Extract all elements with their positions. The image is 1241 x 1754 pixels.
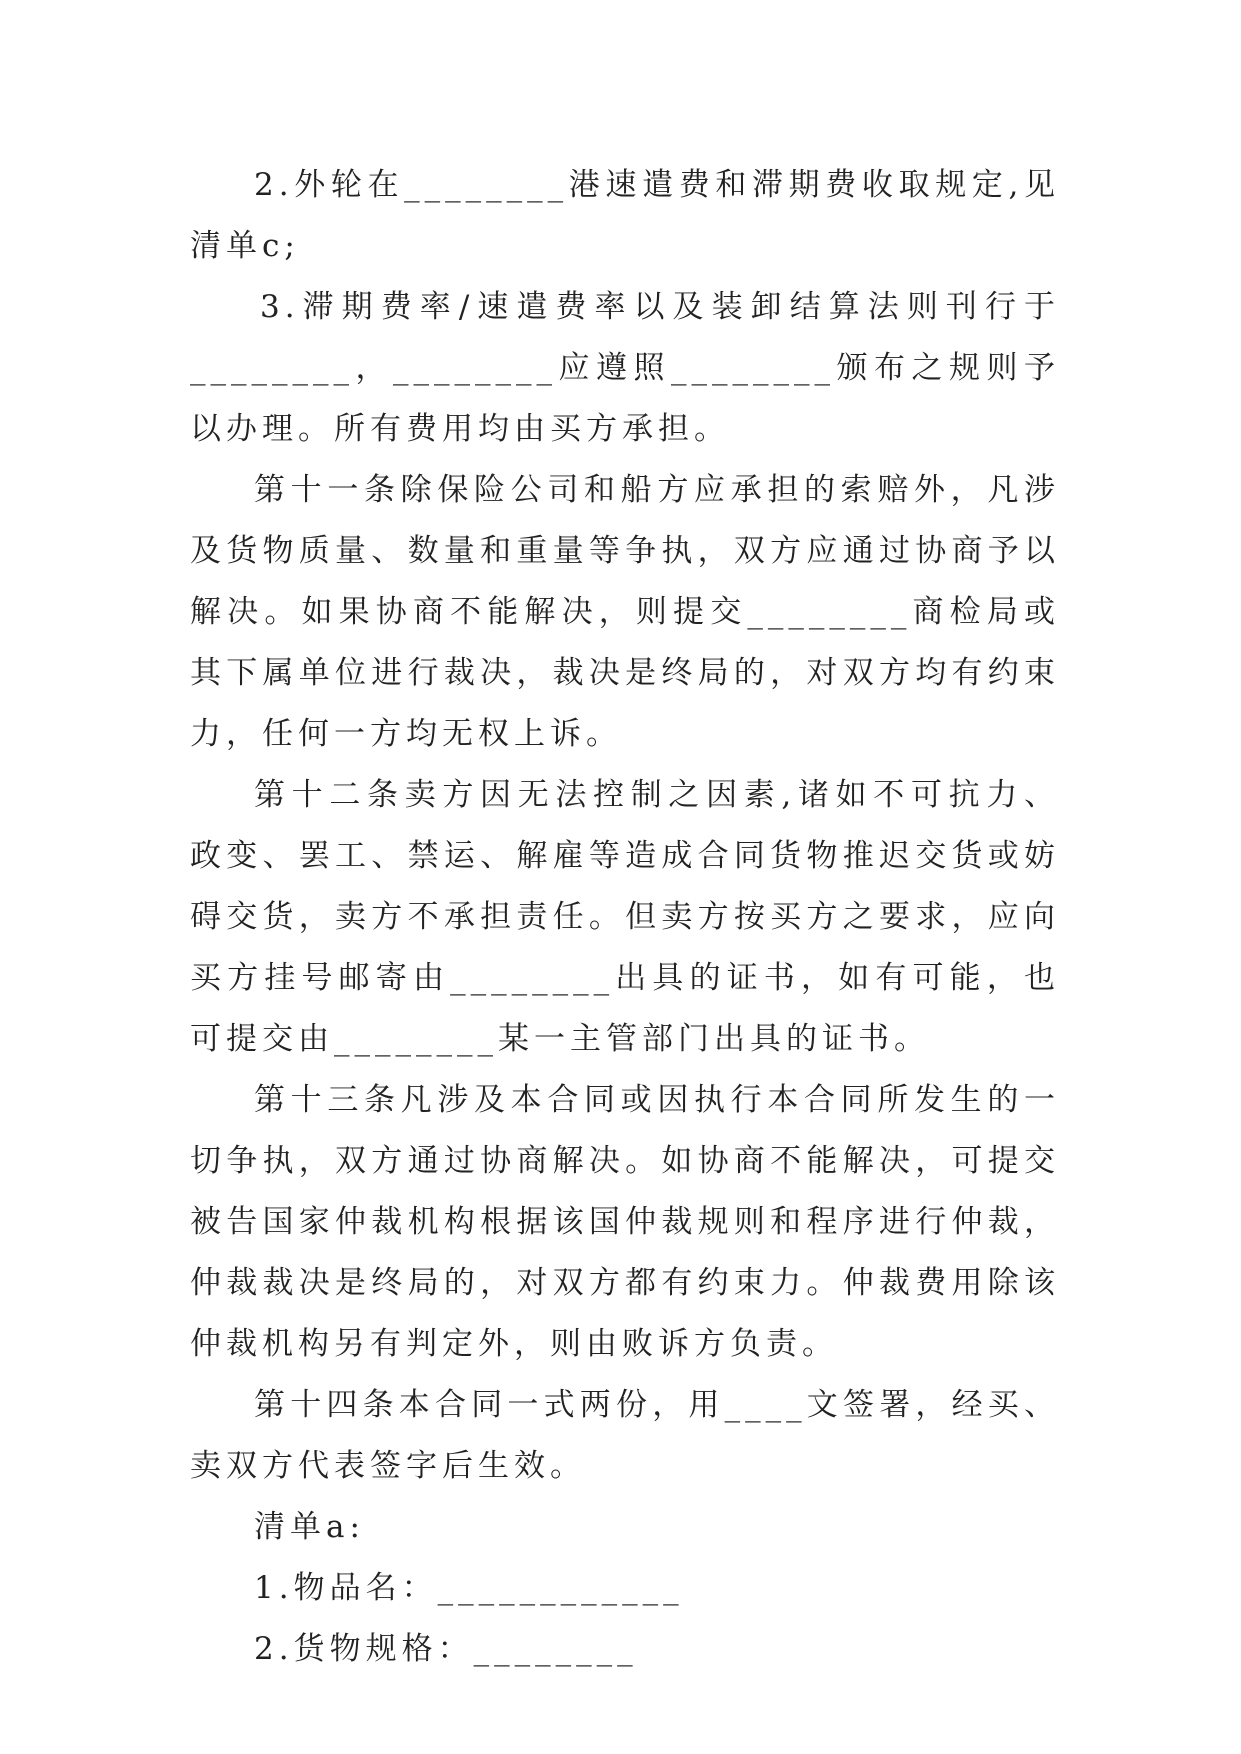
paragraph-clause-11: 第十一条除保险公司和船方应承担的索赔外，凡涉及货物质量、数量和重量等争执，双方应通过协商予以解决。如果协商不能解决，则提交________商检局或其下属单位进行裁决，裁决是终局的，对双方均有约束力，任何一方均无权上诉。	[190, 472, 1060, 752]
paragraph-clause-10-item-3: 3.滞期费率/速遣费率以及装卸结算法则刊行于________，________应遵照________颁布之规则予以办理。所有费用均由买方承担。	[190, 289, 1060, 447]
paragraph-clause-14: 第十四条本合同一式两份，用____文签署，经买、卖双方代表签字后生效。	[190, 1387, 1060, 1484]
document-body	[190, 155, 1060, 1680]
list-a-item-name: 1.物品名：____________	[254, 1570, 684, 1606]
list-a-item-spec: 2.货物规格：________	[254, 1631, 638, 1667]
paragraph-clause-12: 第十二条卖方因无法控制之因素,诸如不可抗力、政变、罢工、禁运、解雇等造成合同货物推迟交货或妨碍交货，卖方不承担责任。但卖方按买方之要求，应向买方挂号邮寄由________出具的证书，如有可能，也可提交由________某一主管部门出具的证书。	[190, 777, 1060, 1057]
list-a-heading: 清单a:	[254, 1509, 365, 1545]
paragraph-clause-10-item-2: 2.外轮在________港速遣费和滞期费收取规定,见清单c;	[190, 167, 1060, 264]
paragraph-clause-13: 第十三条凡涉及本合同或因执行本合同所发生的一切争执，双方通过协商解决。如协商不能解决，可提交被告国家仲裁机构根据该国仲裁规则和程序进行仲裁，仲裁裁决是终局的，对双方都有约束力。仲裁费用除该仲裁机构另有判定外，则由败诉方负责。	[190, 1082, 1060, 1362]
